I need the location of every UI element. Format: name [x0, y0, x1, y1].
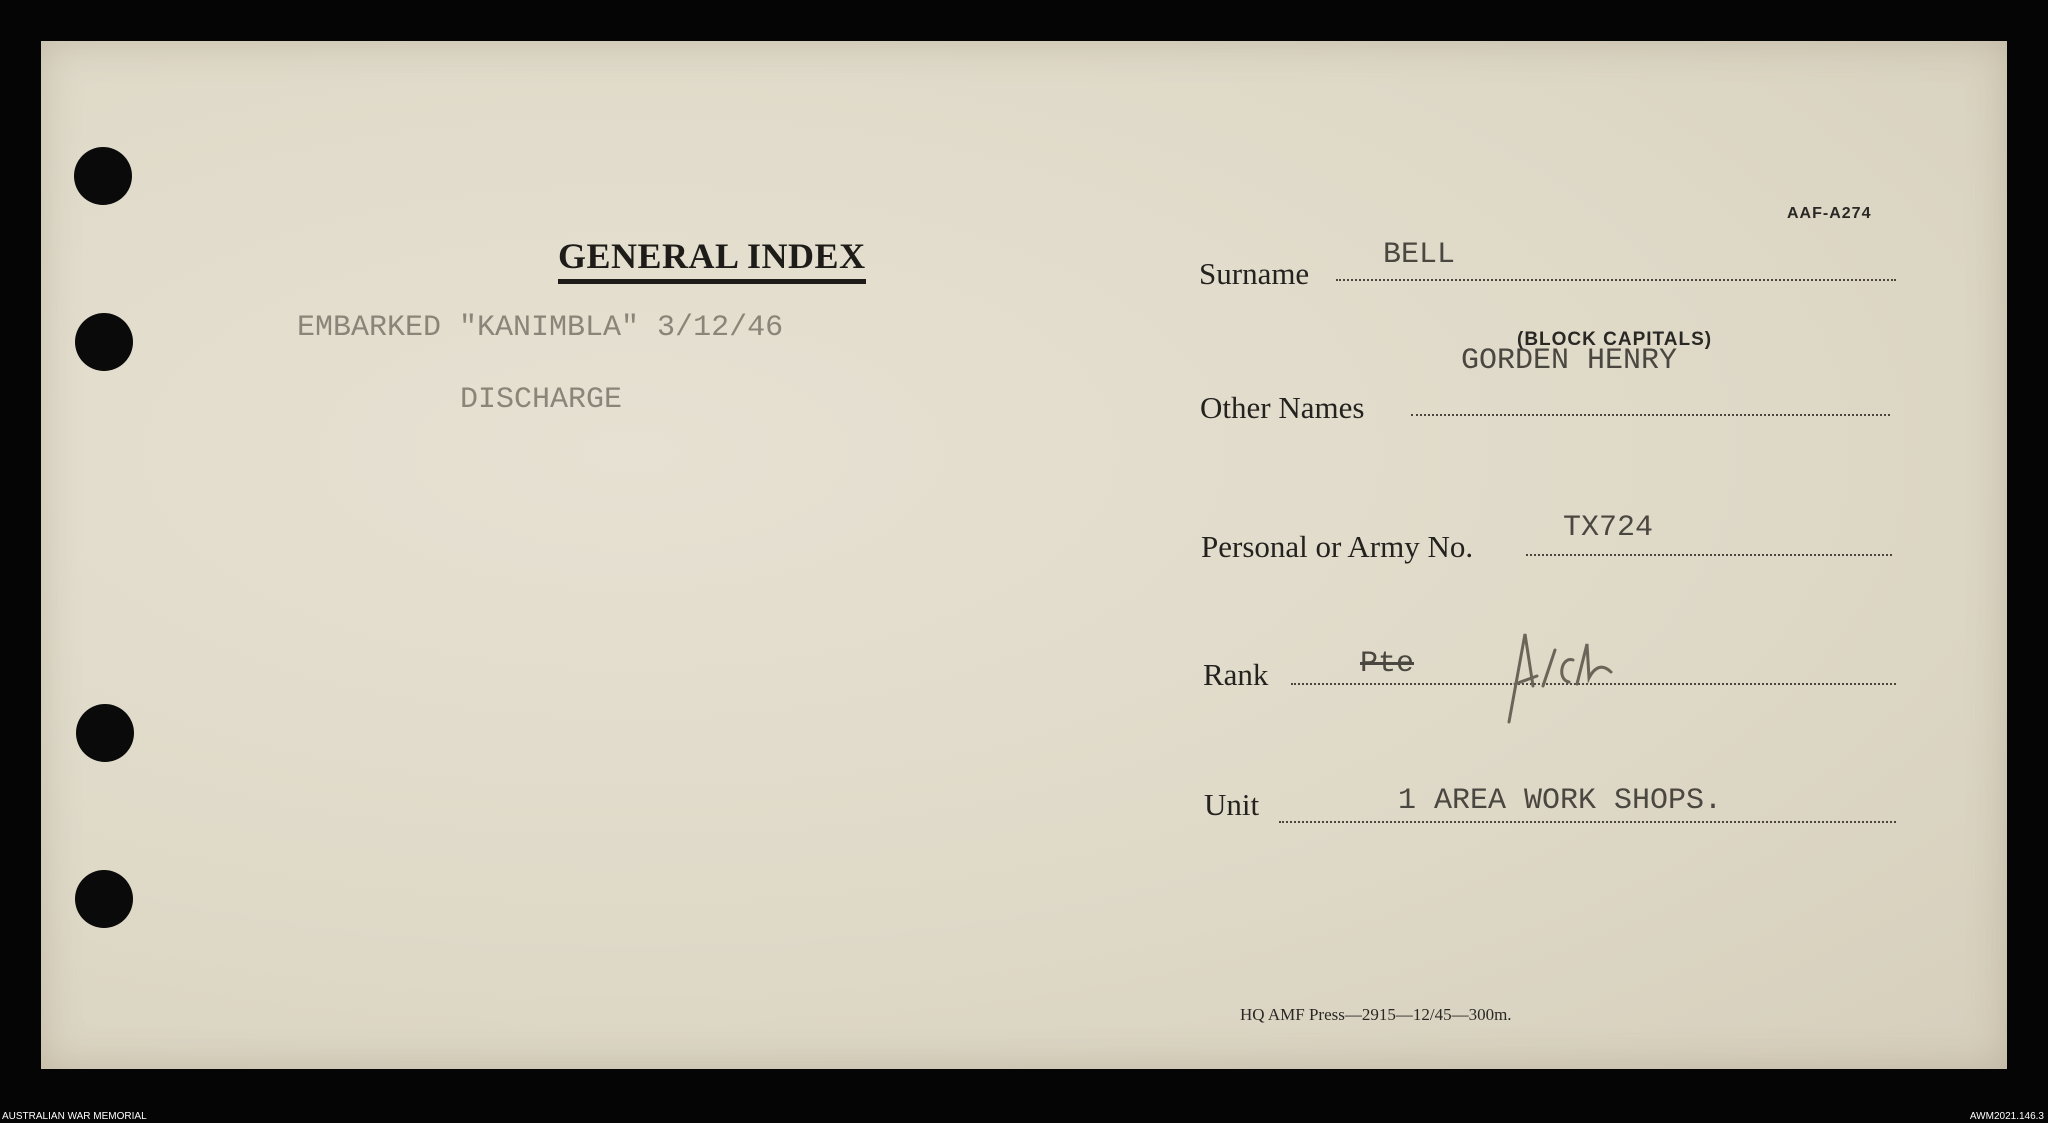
embarked-stamp: EMBARKED "KANIMBLA" 3/12/46	[297, 311, 784, 345]
punch-hole-2	[75, 313, 133, 371]
army-no-line	[1526, 554, 1892, 556]
form-code: AAF-A274	[1787, 205, 1872, 222]
handwritten-rank-correction	[1503, 626, 1623, 736]
unit-label: Unit	[1204, 787, 1260, 822]
other-names-label: Other Names	[1200, 390, 1365, 425]
unit-value: 1 AREA WORK SHOPS.	[1398, 784, 1723, 818]
rank-value-struck: Pte	[1360, 647, 1415, 681]
surname-label: Surname	[1199, 256, 1310, 291]
block-capitals-hint: (BLOCK CAPITALS)	[1517, 329, 1713, 350]
surname-value: BELL	[1383, 238, 1456, 272]
army-no-label: Personal or Army No.	[1201, 529, 1474, 564]
other-names-line	[1411, 414, 1890, 416]
rank-label: Rank	[1203, 657, 1269, 692]
surname-line	[1336, 279, 1896, 281]
unit-line	[1279, 821, 1896, 823]
punch-hole-4	[75, 870, 133, 928]
index-card	[41, 41, 2007, 1069]
punch-hole-3	[76, 704, 134, 762]
discharge-stamp: DISCHARGE	[460, 383, 623, 417]
punch-hole-1	[74, 147, 132, 205]
accession-number: AWM2021.146.3	[1969, 1111, 2044, 1122]
archive-credit: AUSTRALIAN WAR MEMORIAL	[2, 1111, 147, 1122]
army-no-value: TX724	[1563, 511, 1654, 545]
card-heading: GENERAL INDEX	[558, 235, 866, 284]
other-names-value: GORDEN HENRY	[1461, 344, 1678, 378]
printer-imprint: HQ AMF Press—2915—12/45—300m.	[1240, 1005, 1512, 1024]
